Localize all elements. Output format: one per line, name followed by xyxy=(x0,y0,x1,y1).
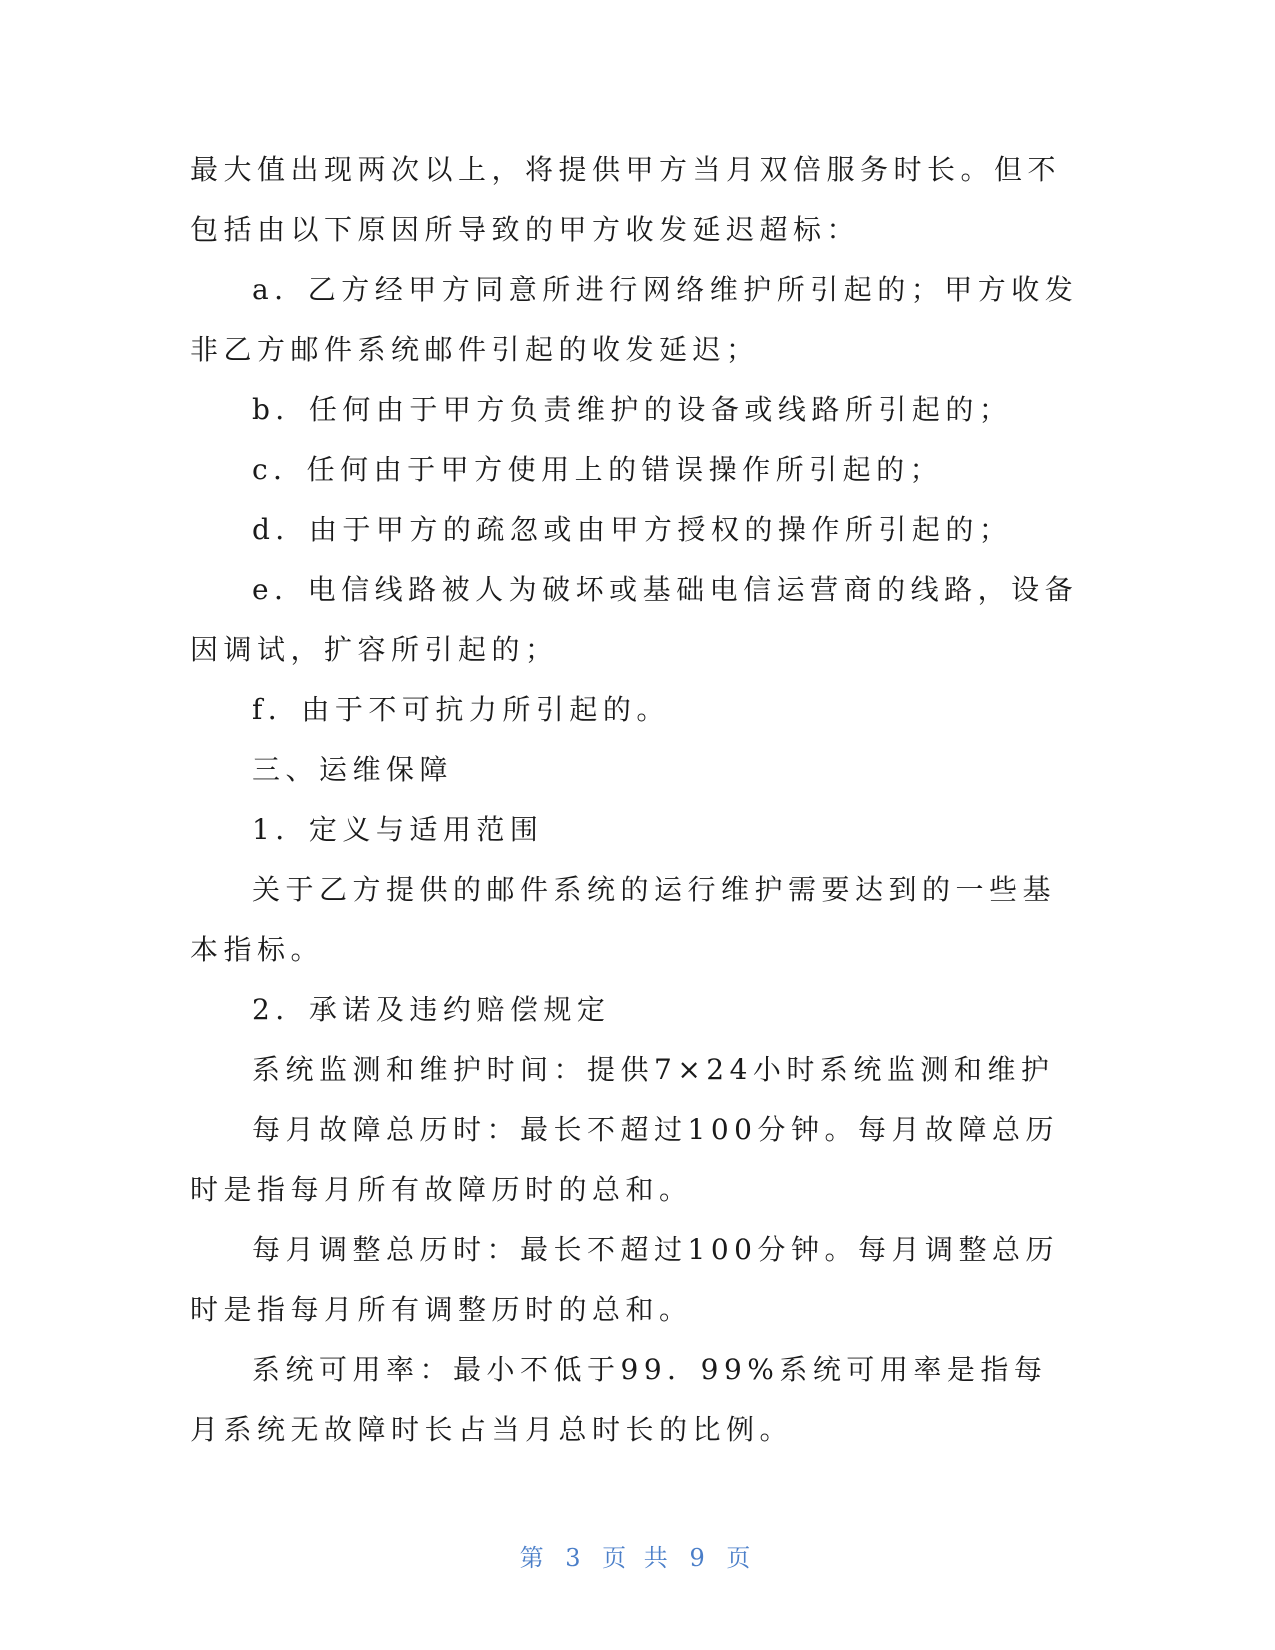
footer-suffix: 页 xyxy=(726,1544,756,1572)
total-pages-number: 9 xyxy=(689,1544,710,1572)
paragraph: c．任何由于甲方使用上的错误操作所引起的； xyxy=(252,453,944,486)
paragraph: 系统监测和维护时间：提供7×24小时系统监测和维护 xyxy=(252,1053,1055,1086)
document-body xyxy=(190,140,1080,1460)
subsection-heading: 2．承诺及违约赔偿规定 xyxy=(252,993,611,1026)
paragraph: 最大值出现两次以上，将提供甲方当月双倍服务时长。但不包括由以下原因所导致的甲方收发延迟超标： xyxy=(190,153,1062,246)
current-page-number: 3 xyxy=(565,1544,586,1572)
paragraph: 关于乙方提供的邮件系统的运行维护需要达到的一些基本指标。 xyxy=(190,873,1057,966)
footer-middle: 页 共 xyxy=(602,1544,673,1572)
paragraph: 每月调整总历时：最长不超过100分钟。每月调整总历时是指每月所有调整历时的总和。 xyxy=(190,1233,1059,1326)
paragraph: a．乙方经甲方同意所进行网络维护所引起的；甲方收发非乙方邮件系统邮件引起的收发延迟； xyxy=(190,273,1079,366)
paragraph: f．由于不可抗力所引起的。 xyxy=(252,693,670,726)
page-number-footer xyxy=(0,1538,1275,1573)
paragraph: 系统可用率：最小不低于99．99%系统可用率是指每月系统无故障时长占当月总时长的比例。 xyxy=(190,1353,1048,1446)
paragraph: 每月故障总历时：最长不超过100分钟。每月故障总历时是指每月所有故障历时的总和。 xyxy=(190,1113,1059,1206)
footer-prefix: 第 xyxy=(519,1544,549,1572)
paragraph: e．电信线路被人为破坏或基础电信运营商的线路，设备因调试，扩容所引起的； xyxy=(190,573,1079,666)
paragraph: d．由于甲方的疏忽或由甲方授权的操作所引起的； xyxy=(252,513,1013,546)
section-heading: 三、运维保障 xyxy=(252,753,454,786)
paragraph: b．任何由于甲方负责维护的设备或线路所引起的； xyxy=(252,393,1013,426)
subsection-heading: 1．定义与适用范围 xyxy=(252,813,544,846)
